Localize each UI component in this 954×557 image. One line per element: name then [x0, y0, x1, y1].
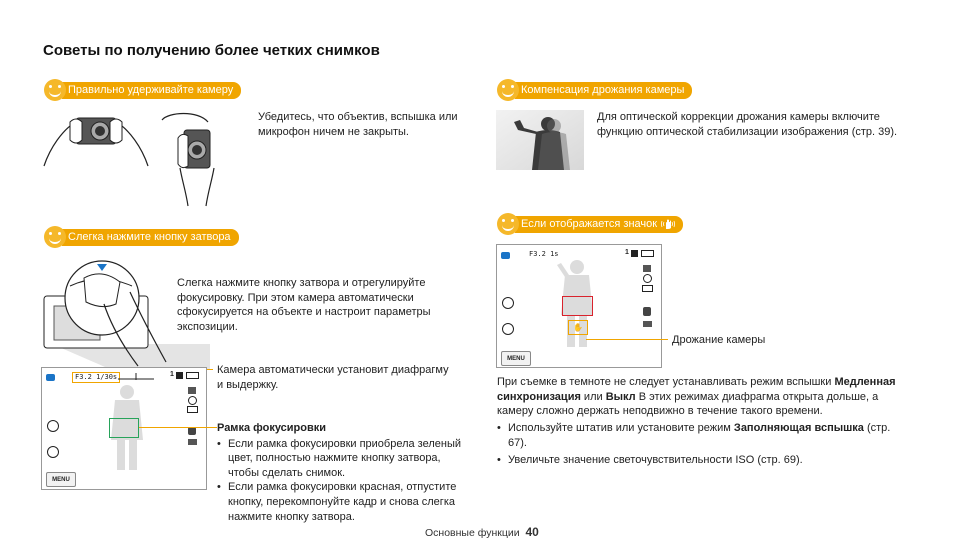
timer-icon[interactable] — [47, 446, 59, 458]
ois-icon — [643, 307, 651, 316]
smiley-icon — [44, 79, 66, 101]
section-label: Компенсация дрожания камеры — [515, 82, 692, 99]
camera-shake-icon — [661, 218, 675, 230]
shake-paragraph: При съемке в темноте не следует устанавливать режим вспышки Медленная синхронизация или Выкл В этих режимах диафрагма открыта дольше, а камеру сложно держать неподвижно в течение такого времени. — [497, 376, 896, 418]
section-label: Слегка нажмите кнопку затвора — [62, 229, 239, 246]
menu-button[interactable]: MENU — [46, 472, 76, 487]
wb-icon — [643, 321, 652, 327]
bullet-item: • Если рамка фокусировки красная, отпустите кнопку, перекомпонуйте кадр и снова слегка нажмите кнопку затвора. — [217, 480, 467, 524]
shake-tips — [497, 421, 907, 468]
exposure-readout: F3.2 1s — [529, 250, 559, 258]
menu-button[interactable]: MENU — [501, 351, 531, 366]
smiley-icon — [44, 226, 66, 248]
bullet-item: • Используйте штатив или установите режим Заполняющая вспышка (стр. 67). — [497, 421, 907, 450]
section-label: Если отображается значок — [515, 216, 683, 233]
callout-line — [586, 339, 668, 340]
camera-shake-icon: ✋ — [568, 320, 588, 335]
timer-icon[interactable] — [502, 323, 514, 335]
wb-icon — [188, 439, 197, 445]
fine-quality-icon — [187, 406, 198, 413]
memory-card-icon — [176, 372, 183, 379]
focus-frame-notes — [217, 421, 467, 524]
section-header-icon-shown — [497, 213, 683, 235]
battery-icon — [641, 250, 654, 257]
memory-card-icon — [631, 250, 638, 257]
section-header-shake — [497, 79, 692, 101]
mode-icon — [501, 252, 510, 259]
screen-note: Камера автоматически установит диафрагму и выдержку. — [217, 364, 449, 391]
resolution-icon — [188, 387, 196, 394]
exposure-scale-icon — [118, 372, 154, 381]
section-header-half-press — [44, 226, 239, 248]
ois-silhouette-photo — [496, 110, 584, 170]
shake-text: Для оптической коррекции дрожания камеры включите функцию оптической стабилизации изображения (стр. 39). — [597, 111, 898, 138]
hold-camera-text: Убедитесь, что объектив, вспышка или микрофон ничем не закрыты. — [258, 111, 458, 138]
page-title: Советы по получению более четких снимков — [43, 42, 380, 59]
face-detect-icon[interactable] — [502, 297, 514, 309]
focus-frame-bullets — [217, 437, 467, 525]
hold-camera-two-hands-illustration — [40, 108, 152, 170]
ois-icon — [188, 427, 196, 435]
battery-icon — [186, 372, 199, 379]
bullet-item: • Если рамка фокусировки приобрела зеленый цвет, полностью нажмите кнопку затвора, чтобы сделать снимок. — [217, 437, 467, 481]
footer-section: Основные функции — [425, 527, 520, 539]
section-header-hold — [44, 79, 241, 101]
shot-count: 1 — [170, 371, 174, 378]
camera-screen-shake — [496, 244, 662, 368]
focus-frame — [109, 418, 139, 438]
resolution-icon — [643, 265, 651, 272]
fine-quality-icon — [642, 285, 653, 292]
focus-frame-red — [562, 296, 593, 316]
focus-frame-title: Рамка фокусировки — [217, 422, 327, 434]
camera-screen-half-press — [41, 367, 207, 490]
hold-camera-one-hand-illustration — [158, 108, 218, 208]
exposure-readout: F3.2 1/30s — [72, 372, 120, 383]
face-detect-icon[interactable] — [47, 420, 59, 432]
smiley-icon — [497, 213, 519, 235]
flash-icon — [188, 396, 197, 405]
focus-callout-line — [139, 427, 217, 428]
smiley-icon — [497, 79, 519, 101]
page-footer — [425, 525, 539, 539]
shot-count: 1 — [625, 249, 629, 256]
bullet-item: • Увеличьте значение светочувствительности ISO (стр. 69). — [497, 453, 907, 468]
section-label: Правильно удерживайте камеру — [62, 82, 241, 99]
flash-icon — [643, 274, 652, 283]
mode-icon — [46, 374, 55, 381]
camera-shake-callout: Дрожание камеры — [672, 334, 766, 346]
callout-line — [207, 369, 213, 370]
page-number: 40 — [525, 525, 539, 539]
half-press-text: Слегка нажмите кнопку затвора и отрегулируйте фокусировку. При этом камера автоматически сфокусируется на объекте и настроит параметры экспозиции. — [177, 277, 431, 333]
